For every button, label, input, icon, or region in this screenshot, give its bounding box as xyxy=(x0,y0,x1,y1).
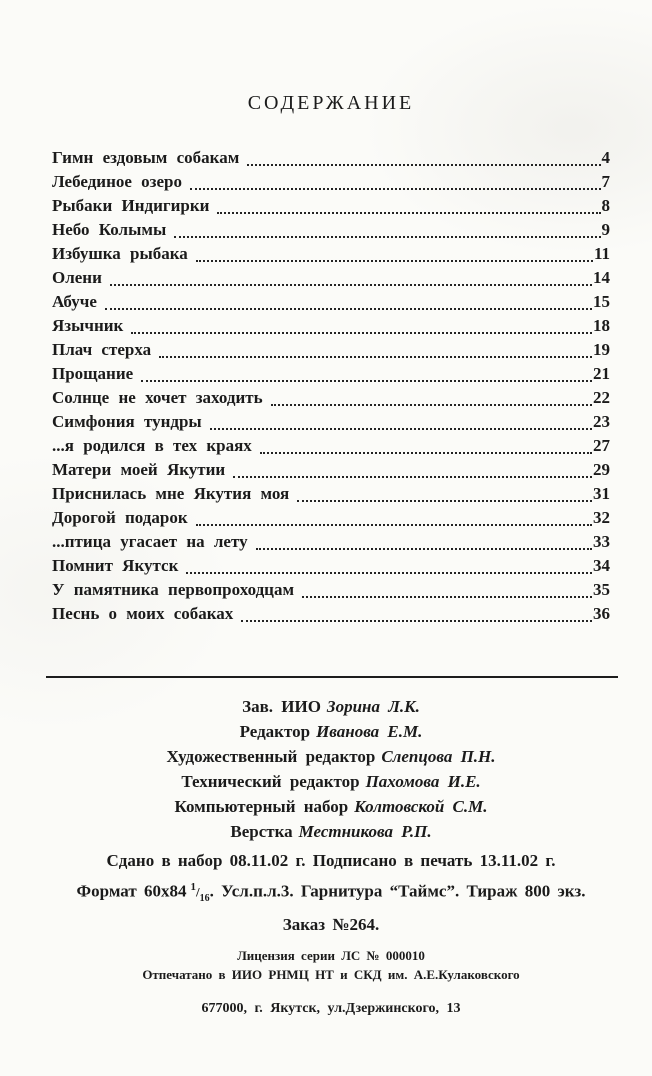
toc-entry-label: У памятника первопроходцам xyxy=(52,580,295,599)
toc-entry xyxy=(52,602,610,626)
dot-leader xyxy=(174,236,600,238)
toc-entry-label: Матери моей Якутии xyxy=(52,460,226,479)
imprint-line-dates: Сдано в набор 08.11.02 г. Подписано в печать 13.11.02 г. xyxy=(106,851,556,870)
colophon-role: Редактор xyxy=(239,722,311,741)
toc-entry xyxy=(52,362,610,386)
toc-entry xyxy=(52,482,610,506)
colophon-role: Верстка xyxy=(230,822,293,841)
toc-page-number: 29 xyxy=(593,460,610,479)
dot-leader xyxy=(302,596,592,598)
toc-entry xyxy=(52,218,610,242)
toc-entry-label: Лебединое озеро xyxy=(52,172,183,191)
toc-entry xyxy=(52,530,610,554)
toc-entry-label: ...я родился в тех краях xyxy=(52,436,252,455)
toc-page-number: 4 xyxy=(601,148,610,167)
toc-entry-label: ...птица угасает на лету xyxy=(52,532,248,551)
toc-entry xyxy=(52,458,610,482)
toc-entry-label: Абуче xyxy=(52,292,97,311)
format-fraction-numerator: 1 xyxy=(190,881,196,893)
toc-page-number: 18 xyxy=(593,316,610,335)
divider-rule xyxy=(46,676,618,678)
toc-entry xyxy=(52,578,610,602)
toc-page-number: 35 xyxy=(593,580,610,599)
colophon-block xyxy=(52,694,610,844)
toc-page-number: 34 xyxy=(593,556,610,575)
toc-entry-label: Солнце не хочет заходить xyxy=(52,388,263,407)
toc-entry xyxy=(52,266,610,290)
toc-page-number: 11 xyxy=(593,244,610,263)
dot-leader xyxy=(131,332,592,334)
toc-entry-label: Олени xyxy=(52,268,102,287)
colophon-line xyxy=(52,794,610,819)
toc-page-number: 7 xyxy=(601,172,610,191)
colophon-name: Иванова Е.М. xyxy=(316,722,423,741)
toc-page-number: 9 xyxy=(601,220,610,239)
dot-leader xyxy=(159,356,592,358)
toc-entry xyxy=(52,434,610,458)
toc-entry-label: Избушка рыбака xyxy=(52,244,188,263)
toc-entry xyxy=(52,194,610,218)
colophon-role: Технический редактор xyxy=(181,772,360,791)
toc-page-number: 33 xyxy=(593,532,610,551)
toc-page-number: 31 xyxy=(593,484,610,503)
imprint-line-order: Заказ №264. xyxy=(282,915,380,935)
toc-entry-label: Приснилась мне Якутия моя xyxy=(52,484,290,503)
colophon-line xyxy=(52,694,610,719)
toc-page-number: 22 xyxy=(593,388,610,407)
license-block xyxy=(52,946,610,984)
format-fraction-denominator: 16 xyxy=(199,893,210,905)
dot-leader xyxy=(141,380,592,382)
toc-entry xyxy=(52,506,610,530)
imprint-line-format xyxy=(52,874,610,912)
colophon-role: Художественный редактор xyxy=(166,747,376,766)
toc-entry xyxy=(52,314,610,338)
dot-leader xyxy=(217,212,600,214)
license-line: Лицензия серии ЛС № 000010 xyxy=(237,948,425,964)
toc-entry-label: Прощание xyxy=(52,364,134,383)
toc-page-number: 36 xyxy=(593,604,610,623)
dot-leader xyxy=(210,428,592,430)
format-prefix: Формат 60х84 xyxy=(76,881,187,901)
colophon-role: Зав. ИИО xyxy=(242,697,321,716)
dot-leader xyxy=(196,524,592,526)
toc-entry xyxy=(52,386,610,410)
page-title: СОДЕРЖАНИЕ xyxy=(247,92,415,114)
dot-leader xyxy=(271,404,592,406)
toc-page-number: 15 xyxy=(593,292,610,311)
dot-leader xyxy=(241,620,592,622)
dot-leader xyxy=(186,572,592,574)
toc-entry-label: Помнит Якутск xyxy=(52,556,179,575)
toc-entry-label: Гимн ездовым собакам xyxy=(52,148,240,167)
colophon-line xyxy=(52,744,610,769)
publisher-address: 677000, г. Якутск, ул.Дзержинского, 13 xyxy=(201,1001,461,1017)
dot-leader xyxy=(105,308,592,310)
toc-page-number: 21 xyxy=(593,364,610,383)
toc-entry xyxy=(52,410,610,434)
colophon-name: Колтовской С.М. xyxy=(354,797,488,816)
format-fraction-slash: / xyxy=(195,884,200,900)
toc-entry xyxy=(52,290,610,314)
imprint-block xyxy=(52,848,610,938)
toc-entry xyxy=(52,170,610,194)
toc-entry-label: Язычник xyxy=(52,316,124,335)
colophon-name: Пахомова И.Е. xyxy=(365,772,481,791)
toc-page-number: 14 xyxy=(593,268,610,287)
toc-page-number: 8 xyxy=(601,196,610,215)
toc-page-number: 23 xyxy=(593,412,610,431)
toc-page-number: 19 xyxy=(593,340,610,359)
toc-entry xyxy=(52,146,610,170)
table-of-contents xyxy=(52,146,610,626)
dot-leader xyxy=(110,284,592,286)
dot-leader xyxy=(260,452,592,454)
colophon-role: Компьютерный набор xyxy=(174,797,349,816)
toc-entry-label: Рыбаки Индигирки xyxy=(52,196,210,215)
dot-leader xyxy=(233,476,592,478)
toc-entry-label: Дорогой подарок xyxy=(52,508,188,527)
dot-leader xyxy=(297,500,592,502)
toc-entry-label: Симфония тундры xyxy=(52,412,202,431)
colophon-name: Зорина Л.К. xyxy=(326,697,420,716)
colophon-line xyxy=(52,769,610,794)
colophon-line xyxy=(52,819,610,844)
colophon-name: Местникова Р.П. xyxy=(298,822,432,841)
format-suffix: . Усл.п.л.3. Гарнитура “Таймс”. Тираж 800 экз. xyxy=(209,881,586,901)
toc-entry xyxy=(52,338,610,362)
colophon-name: Слепцова П.Н. xyxy=(381,747,496,766)
toc-page-number: 32 xyxy=(593,508,610,527)
dot-leader xyxy=(190,188,600,190)
toc-entry xyxy=(52,554,610,578)
toc-entry xyxy=(52,242,610,266)
colophon-line xyxy=(52,719,610,744)
dot-leader xyxy=(196,260,593,262)
dot-leader xyxy=(247,164,600,166)
toc-page-number: 27 xyxy=(593,436,610,455)
toc-entry-label: Песнь о моих собаках xyxy=(52,604,234,623)
dot-leader xyxy=(256,548,592,550)
toc-entry-label: Небо Колымы xyxy=(52,220,167,239)
printed-at-line: Отпечатано в ИИО РНМЦ НТ и СКД им. А.Е.Кулаковского xyxy=(142,967,520,983)
toc-entry-label: Плач стерха xyxy=(52,340,152,359)
